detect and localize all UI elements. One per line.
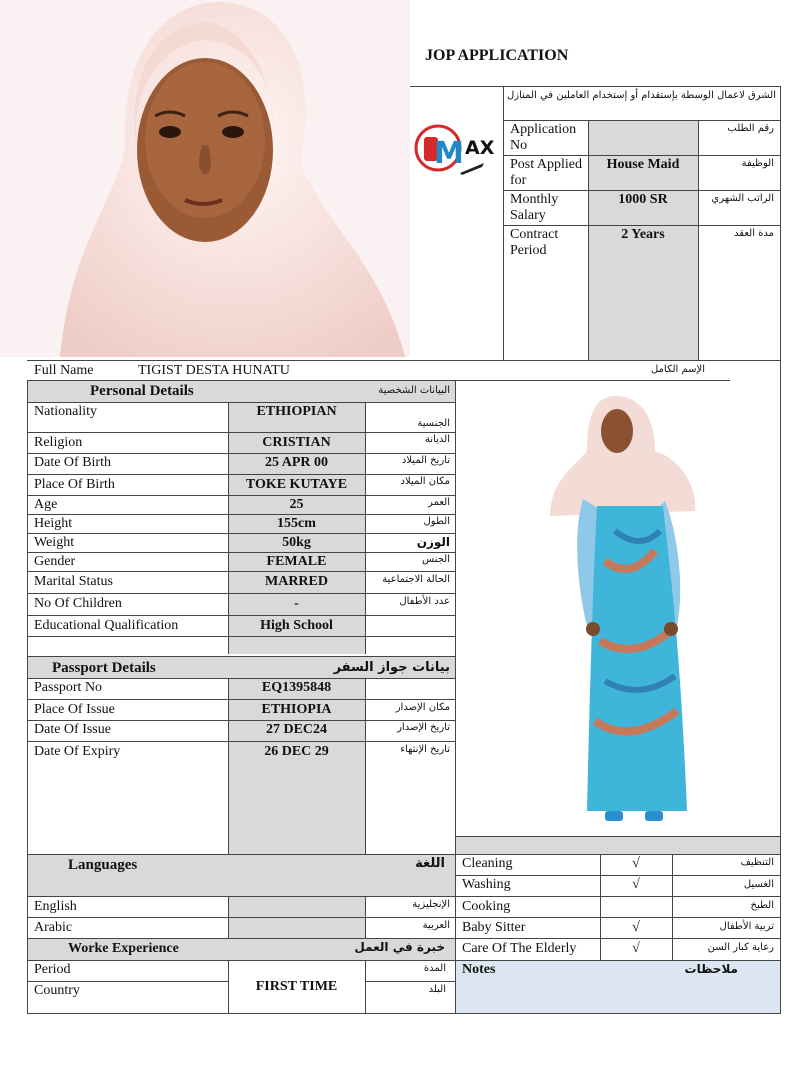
agency-name: الشرق لاعمال الوسطة بإستقدام أو إستخدام العاملين في المنازل xyxy=(507,90,776,101)
arabic-label-ar: العربية xyxy=(422,920,450,931)
dob-label-ar: تاريخ الميلاد xyxy=(401,455,450,466)
issue-date-label: Date Of Issue xyxy=(34,722,111,737)
nationality-label: Nationality xyxy=(34,404,97,419)
logo-text: AX xyxy=(465,137,495,159)
pob-label-ar: مكان الميلاد xyxy=(400,476,450,487)
skill-babysitter-check: √ xyxy=(632,920,640,935)
notes-label-ar: ملاحظات xyxy=(684,962,738,976)
height-value: 155cm xyxy=(277,516,316,531)
gender-label-ar: الجنس xyxy=(421,554,450,565)
weight-label: Weight xyxy=(34,535,75,550)
nationality-label-ar: الجنسية xyxy=(417,418,450,429)
issue-date-label-ar: تاريخ الإصدار xyxy=(397,722,450,733)
skill-cooking-label-ar: الطبخ xyxy=(750,900,774,911)
full-name-label-ar: الإسم الكامل xyxy=(650,364,705,375)
height-label-ar: الطول xyxy=(423,516,450,527)
expiry-date-label: Date Of Expiry xyxy=(34,744,121,759)
marital-label-ar: الحالة الاجتماعية xyxy=(382,574,450,585)
passport-heading: Passport Details xyxy=(52,660,156,676)
english-label: English xyxy=(34,899,77,914)
english-label-ar: الإنجليزية xyxy=(412,899,450,910)
contract-label-ar: مدة العقد xyxy=(734,228,774,239)
issue-place-label: Place Of Issue xyxy=(34,702,115,717)
skill-cleaning-label-ar: التنظيف xyxy=(740,857,774,868)
height-label: Height xyxy=(34,516,73,531)
age-label: Age xyxy=(34,497,58,512)
agency-name-cell xyxy=(503,86,780,120)
experience-heading-ar: خبرة في العمل xyxy=(354,940,445,954)
expiry-date-label-ar: تاريخ الإنتهاء xyxy=(400,744,450,755)
skill-washing-label-ar: الغسيل xyxy=(743,879,774,890)
marital-label: Marital Status xyxy=(34,574,113,589)
post-label: Post Applied for xyxy=(510,157,582,188)
application-no-label-ar: رقم الطلب xyxy=(727,123,774,134)
dob-label: Date Of Birth xyxy=(34,455,111,470)
passport-heading-ar: بيانات جواز السفر xyxy=(333,660,450,675)
religion-label-ar: الديانة xyxy=(424,434,450,445)
gender-value: FEMALE xyxy=(266,554,327,569)
portrait-photo xyxy=(0,0,410,357)
arabic-label: Arabic xyxy=(34,920,73,935)
svg-text:M: M xyxy=(434,136,464,171)
full-name-label: Full Name xyxy=(34,363,94,378)
passport-no-label: Passport No xyxy=(34,680,103,695)
issue-place-label-ar: مكان الإصدار xyxy=(395,702,450,713)
skill-cleaning-check: √ xyxy=(632,856,640,871)
religion-label: Religion xyxy=(34,435,83,450)
personal-heading: Personal Details xyxy=(90,383,194,399)
religion-value: CRISTIAN xyxy=(262,435,331,450)
agency-logo xyxy=(412,115,502,205)
children-value: - xyxy=(294,596,299,611)
issue-date-value: 27 DEC24 xyxy=(265,722,328,737)
marital-value: MARRED xyxy=(265,574,328,589)
post-label-ar: الوظيفة xyxy=(741,158,774,169)
post-value: House Maid xyxy=(606,157,680,172)
experience-value: FIRST TIME xyxy=(255,979,338,994)
contract-label: Contract Period xyxy=(510,227,559,258)
children-label-ar: عدد الأطفال xyxy=(399,596,450,607)
skill-cleaning-label: Cleaning xyxy=(462,856,513,871)
skill-elderly-label-ar: رعاية كبار السن xyxy=(707,942,774,953)
skill-babysitter-label: Baby Sitter xyxy=(462,920,526,935)
full-body-photo xyxy=(455,381,780,836)
personal-heading-ar: البيانات الشخصية xyxy=(378,385,450,396)
skill-elderly-check: √ xyxy=(632,941,640,956)
issue-place-value: ETHIOPIA xyxy=(261,702,332,717)
dob-value: 25 APR 00 xyxy=(265,455,328,470)
experience-heading: Worke Experience xyxy=(68,941,179,956)
salary-label: Monthly Salary xyxy=(510,192,559,223)
skill-babysitter-label-ar: تربية الأطفال xyxy=(719,921,774,932)
education-label: Educational Qualification xyxy=(34,618,179,633)
weight-label-ar: الوزن xyxy=(416,535,450,549)
languages-heading-ar: اللغة xyxy=(415,856,445,871)
application-no-label: Application No xyxy=(510,122,577,153)
pob-value: TOKE KUTAYE xyxy=(245,477,348,492)
skill-cooking-label: Cooking xyxy=(462,899,511,914)
country-label: Country xyxy=(34,983,80,998)
education-value: High School xyxy=(260,618,333,633)
period-label-ar: المدة xyxy=(423,963,446,974)
skill-elderly-label: Care Of The Elderly xyxy=(462,941,577,956)
full-name-value: TIGIST DESTA HUNATU xyxy=(138,363,290,378)
notes-label: Notes xyxy=(462,962,496,977)
page-title: JOP APPLICATION xyxy=(425,47,569,64)
salary-value: 1000 SR xyxy=(618,192,668,207)
salary-label-ar: الراتب الشهري xyxy=(711,193,774,204)
gender-label: Gender xyxy=(34,554,76,569)
expiry-date-value: 26 DEC 29 xyxy=(264,744,329,759)
country-label-ar: البلد xyxy=(428,984,446,995)
pob-label: Place Of Birth xyxy=(34,477,115,492)
skill-washing-label: Washing xyxy=(462,877,511,892)
age-value: 25 xyxy=(289,497,304,512)
skill-washing-check: √ xyxy=(632,877,640,892)
contract-value: 2 Years xyxy=(621,227,665,242)
nationality-value: ETHIOPIAN xyxy=(256,404,337,419)
period-label: Period xyxy=(34,962,71,977)
weight-value: 50kg xyxy=(282,535,311,550)
languages-heading: Languages xyxy=(68,857,138,873)
age-label-ar: العمر xyxy=(428,497,450,508)
children-label: No Of Children xyxy=(34,596,122,611)
passport-no-value: EQ1395848 xyxy=(261,680,332,695)
